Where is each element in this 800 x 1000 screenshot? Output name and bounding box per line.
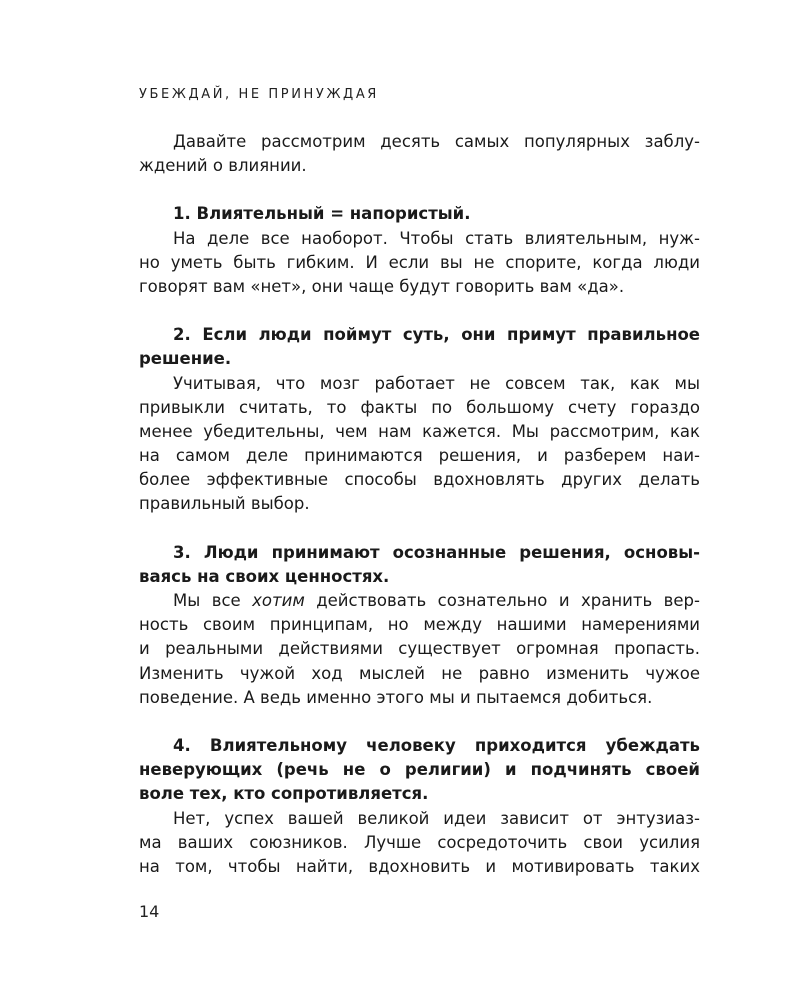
section-2-line: более эффективные способы вдохновлять других делать (139, 470, 700, 490)
page-number: 14 (139, 902, 160, 921)
section-3-line (139, 589, 700, 613)
intro-line: Давайте рассмотрим десять самых популярных заблу- (173, 132, 700, 151)
section-3-line: и реальными действиями существует огромная пропасть. (139, 639, 700, 659)
paragraph-gap (139, 710, 700, 734)
section-4-line: ма ваших союзников. Лучше сосредоточить свои усилия (139, 832, 700, 852)
section-3-prefix: Мы все (173, 591, 241, 610)
section-3-line: ность своим принципам, но между нашими намерениями (139, 615, 700, 635)
section-1-line: но уметь быть гибким. И если вы не спорите, когда люди (139, 252, 700, 272)
section-1-line: говорят вам «нет», они чаще будут говорить вам «да». (139, 276, 625, 296)
section-4-heading: воле тех, кто сопротивляется. (139, 784, 429, 804)
section-3-emphasis: хотим (252, 591, 305, 610)
section-3-line-rest: действовать сознательно и хранить вер- (316, 591, 700, 610)
section-3-line: Изменить чужой ход мыслей не равно изменить чужое (139, 663, 700, 683)
paragraph-gap (139, 517, 700, 541)
section-3-heading: ваясь на своих ценностях. (139, 566, 390, 586)
section-1-heading: 1. Влиятельный = напористый. (173, 204, 471, 224)
section-2-line: правильный выбор. (139, 494, 310, 514)
section-2-line: менее убедительны, чем нам кажется. Мы рассмотрим, как (139, 421, 700, 441)
section-3-heading: 3. Люди принимают осознанные решения, основы- (173, 542, 700, 562)
section-2-heading: решение. (139, 349, 232, 369)
section-4-heading: неверующих (речь не о религии) и подчинять своей (139, 760, 700, 780)
section-2-heading: 2. Если люди поймут суть, они примут правильное (173, 325, 700, 345)
intro-line: ждений о влиянии. (139, 156, 307, 176)
body-text (139, 130, 700, 879)
section-2-line: Учитывая, что мозг работает не совсем так, как мы (173, 373, 700, 393)
book-page (139, 0, 700, 1000)
running-head: УБЕЖДАЙ, НЕ ПРИНУЖДАЯ (139, 87, 379, 102)
paragraph-gap (139, 299, 700, 323)
section-2-line: привыкли считать, то факты по большому счету гораздо (139, 397, 700, 417)
section-1-line: На деле все наоборот. Чтобы стать влиятельным, нуж- (173, 228, 700, 248)
section-4-line: на том, чтобы найти, вдохновить и мотивировать таких (139, 856, 700, 876)
paragraph-gap (139, 178, 700, 202)
section-4-heading: 4. Влиятельному человеку приходится убеждать (173, 735, 700, 755)
section-4-line: Нет, успех вашей великой идеи зависит от энтузиаз- (173, 808, 700, 828)
section-2-line: на самом деле принимаются решения, и разберем наи- (139, 446, 700, 466)
section-3-line: поведение. А ведь именно этого мы и пытаемся добиться. (139, 687, 653, 707)
